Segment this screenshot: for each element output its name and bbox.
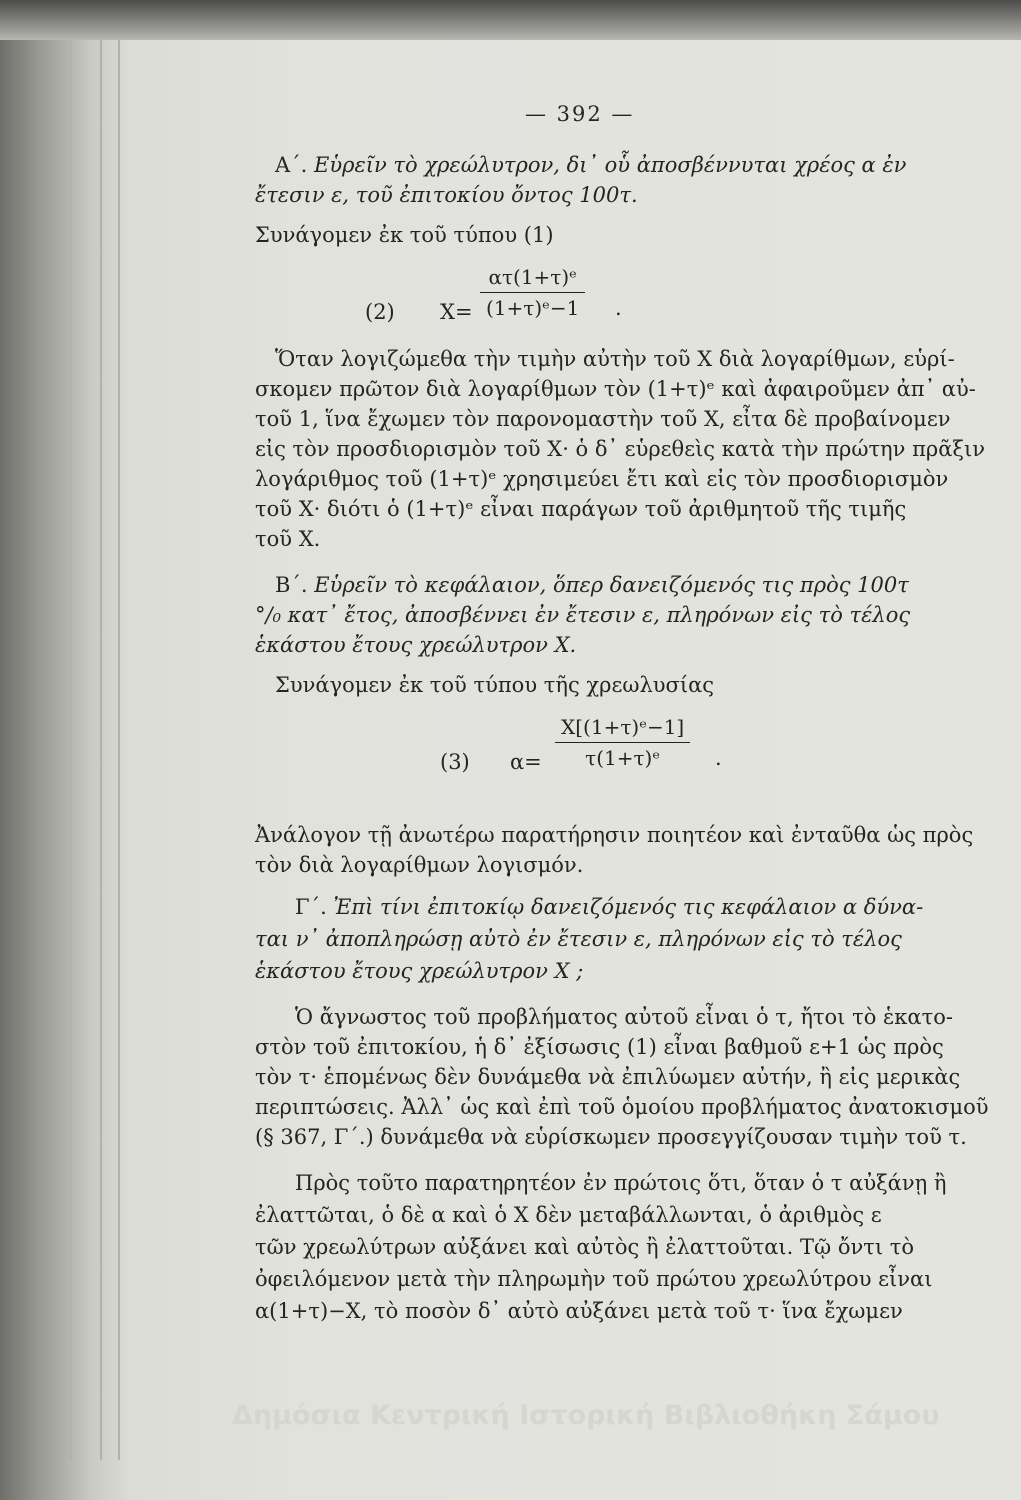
problem-text: Ἐπὶ τίνι ἐπιτοκίῳ δανειζόμενός τις κεφάλαιον α δύνα- [333, 895, 924, 919]
paragraph-line: τὸν διὰ λογαρίθμων λογισμόν. [255, 853, 584, 877]
equation-fraction [480, 265, 585, 320]
fraction-numerator: ατ(1+τ)ᵉ [480, 265, 585, 293]
problem-a-line-2: ἔτεσιν ε, τοῦ ἐπιτοκίου ὄντος 100τ. [255, 183, 638, 207]
equation-lhs: α= [510, 750, 542, 774]
book-page [255, 100, 989, 1360]
problem-label: Α΄. [275, 153, 308, 177]
problem-b-line-3: ἑκάστου ἔτους χρεώλυτρον X. [255, 633, 577, 657]
problem-label: Β΄. [275, 573, 308, 597]
page-edge-line [100, 40, 102, 1460]
paragraph-line: στὸν τοῦ ἐπιτοκίου, ἡ δ᾽ ἐξίσωσις (1) εἶναι βαθμοῦ ε+1 ὡς πρὸς [255, 1035, 944, 1059]
paragraph-line: ἐλαττῶται, ὁ δὲ α καὶ ὁ X δὲν μεταβάλλωνται, ὁ ἀριθμὸς ε [255, 1203, 882, 1227]
paragraph-line: (§ 367, Γ΄.) δυνάμεθα νὰ εὑρίσκωμεν προσεγγίζουσαν τιμὴν τοῦ τ. [255, 1125, 967, 1149]
paragraph-line: α(1+τ)−X, τὸ ποσὸν δ᾽ αὐτὸ αὐξάνει μετὰ τοῦ τ· ἵνα ἔχωμεν [255, 1299, 903, 1323]
equation-end: . [615, 296, 622, 320]
library-watermark: Δημόσια Κεντρική Ιστορική Βιβλιοθήκη Σάμου [232, 1400, 940, 1431]
equation-end: . [715, 746, 722, 770]
problem-label: Γ΄. [295, 895, 327, 919]
problem-b-line-2: °/₀ κατ᾽ ἔτος, ἀποσβέννει ἐν ἔτεσιν ε, πληρόνων εἰς τὸ τέλος [255, 603, 911, 627]
formula-intro: Συνάγομεν ἐκ τοῦ τύπου (1) [255, 223, 554, 247]
fraction-denominator: τ(1+τ)ᵉ [585, 746, 661, 770]
fraction-numerator: X[(1+τ)ᵉ−1] [555, 715, 690, 743]
problem-a-line-1 [275, 152, 906, 178]
paragraph-line: Ὅταν λογιζώμεθα τὴν τιμὴν αὐτὴν τοῦ X διὰ λογαρίθμων, εὑρί- [275, 347, 955, 371]
paragraph-line: εἰς τὸν προσδιορισμὸν τοῦ X· ὁ δ᾽ εὑρεθεὶς κατὰ τὴν πρώτην πρᾶξιν [255, 437, 985, 461]
equation-fraction [555, 715, 690, 770]
problem-text: Εὑρεῖν τὸ χρεώλυτρον, δι᾽ οὗ ἀποσβέννυται χρέος α ἐν [314, 153, 907, 177]
paragraph-line: Ἀνάλογον τῇ ἀνωτέρω παρατήρησιν ποιητέον καὶ ἐνταῦθα ὡς πρὸς [255, 823, 974, 847]
paragraph-line: τοῦ 1, ἵνα ἔχωμεν τὸν παρονομαστὴν τοῦ X, εἶτα δὲ προβαίνομεν [255, 407, 951, 431]
page-number: — 392 — [525, 102, 635, 126]
paragraph-line: τοῦ X· διότι ὁ (1+τ)ᵉ εἶναι παράγων τοῦ ἀριθμητοῦ τῆς τιμῆς [255, 497, 907, 521]
page-edge-line [118, 40, 120, 1460]
paragraph-line: ὀφειλόμενον μετὰ τὴν πληρωμὴν τοῦ πρώτου χρεωλύτρου εἶναι [255, 1267, 933, 1291]
page-edge-line [70, 40, 72, 1460]
paragraph-line: τὸν τ· ἑπομένως δὲν δυνάμεθα νὰ ἐπιλύωμεν αὐτήν, ἢ εἰς μερικὰς [255, 1065, 961, 1089]
paragraph-line: τοῦ X. [255, 527, 321, 551]
equation-tag: (2) [365, 300, 395, 324]
problem-c-line-2: ται ν᾽ ἀποπληρώσῃ αὐτὸ ἐν ἔτεσιν ε, πληρόνων εἰς τὸ τέλος [255, 927, 902, 951]
paragraph-line: σκομεν πρῶτον διὰ λογαρίθμων τὸν (1+τ)ᵉ καὶ ἀφαιροῦμεν ἀπ᾽ αὐ- [255, 377, 976, 401]
book-top-edge [0, 0, 1021, 40]
paragraph-line: περιπτώσεις. Ἀλλ᾽ ὡς καὶ ἐπὶ τοῦ ὁμοίου προβλήματος ἀνατοκισμοῦ [255, 1095, 989, 1119]
formula-intro: Συνάγομεν ἐκ τοῦ τύπου τῆς χρεωλυσίας [275, 673, 715, 697]
paragraph-line: τῶν χρεωλύτρων αὐξάνει καὶ αὐτὸς ἢ ἐλαττοῦται. Τῷ ὄντι τὸ [255, 1235, 915, 1259]
problem-text: Εὑρεῖν τὸ κεφάλαιον, ὅπερ δανειζόμενός τις πρὸς 100τ [314, 573, 909, 597]
equation-tag: (3) [440, 750, 470, 774]
equation-lhs: X= [440, 300, 473, 324]
problem-c-line-1 [295, 894, 923, 920]
paragraph-line: Πρὸς τοῦτο παρατηρητέον ἐν πρώτοις ὅτι, ὅταν ὁ τ αὐξάνῃ ἢ [295, 1171, 947, 1195]
problem-c-line-3: ἑκάστου ἔτους χρεώλυτρον X ; [255, 959, 584, 983]
problem-b-line-1 [275, 572, 909, 598]
fraction-denominator: (1+τ)ᵉ−1 [486, 296, 580, 320]
paragraph-line: λογάριθμος τοῦ (1+τ)ᵉ χρησιμεύει ἔτι καὶ εἰς τὸν προσδιορισμὸν [255, 467, 949, 491]
paragraph-line: Ὁ ἄγνωστος τοῦ προβλήματος αὐτοῦ εἶναι ὁ τ, ἤτοι τὸ ἑκατο- [295, 1005, 953, 1029]
